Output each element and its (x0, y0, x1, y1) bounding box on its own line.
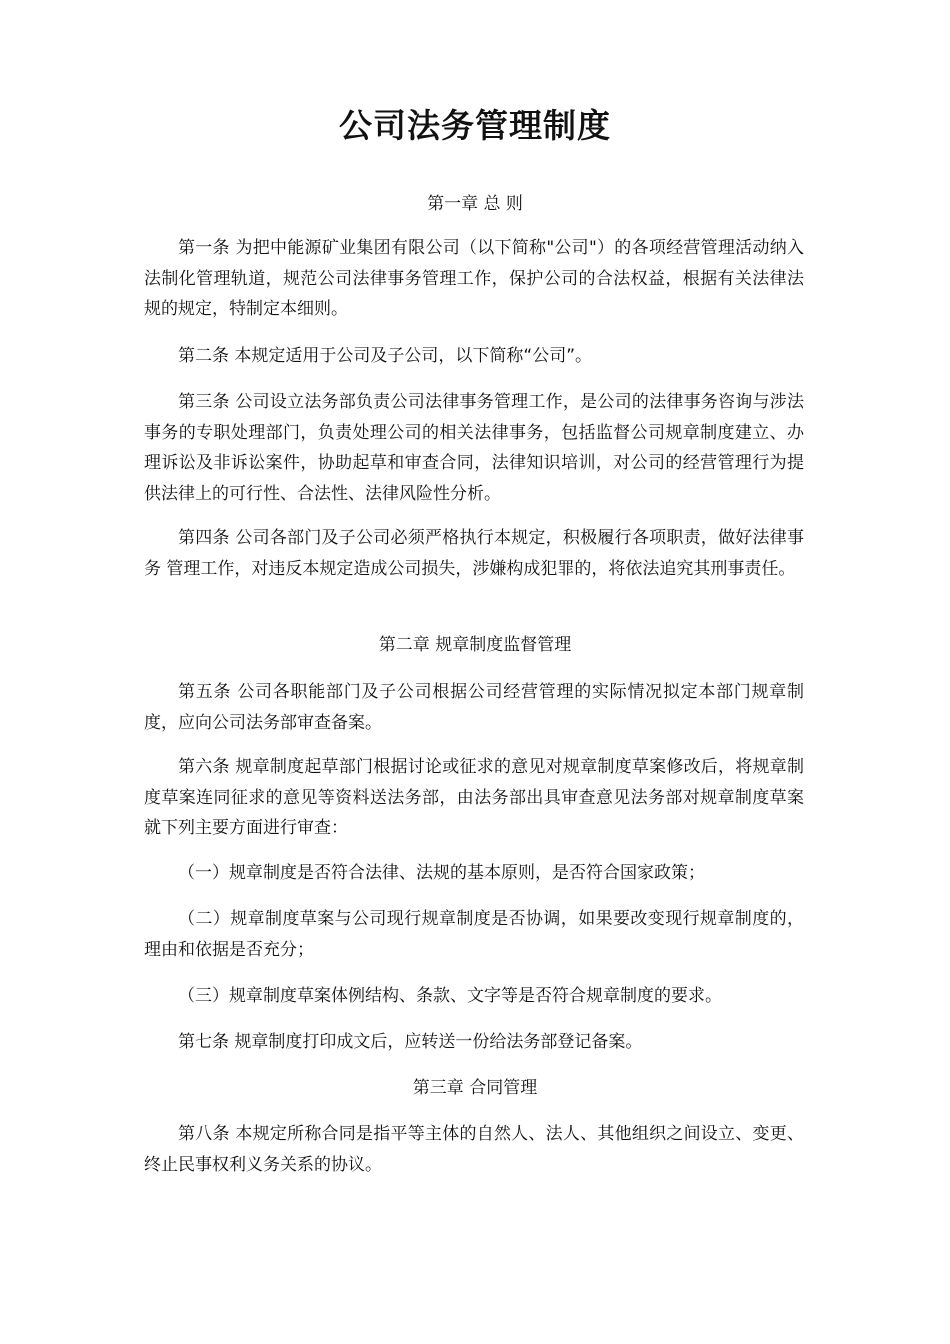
article-1: 第一条 为把中能源矿业集团有限公司（以下简称"公司"）的各项经营管理活动纳入法制化管理轨道，规范公司法律事务管理工作，保护公司的合法权益，根据有关法律法规的规定，特制定本细则。 (144, 238, 804, 319)
article-8: 第八条 本规定所称合同是指平等主体的自然人、法人、其他组织之间设立、变更、终止民事权利义务关系的协议。 (144, 1124, 804, 1175)
article-3: 第三条 公司设立法务部负责公司法律事务管理工作，是公司的法律事务咨询与涉法事务的专职处理部门，负责处理公司的相关法律事务，包括监督公司规章制度建立、办理诉讼及非诉讼案件，协助起草和审查合同，法律知识培训，对公司的经营管理行为提供法律上的可行性、合法性、法律风险性分析。 (144, 392, 804, 504)
chapter-heading-3: 第三章 合同管理 (412, 1078, 538, 1098)
article-7: 第七条 规章制度打印成文后，应转送一份给法务部登记备案。 (178, 1032, 643, 1052)
article-6-item-1: （一）规章制度是否符合法律、法规的基本原则，是否符合国家政策； (178, 863, 705, 883)
article-6: 第六条 规章制度起草部门根据讨论或征求的意见对规章制度草案修改后，将规章制度草案连同征求的意见等资料送法务部，由法务部出具审查意见法务部对规章制度草案就下列主要方面进行审查： (144, 757, 804, 838)
article-6-item-3: （三）规章制度草案体例结构、条款、文字等是否符合规章制度的要求。 (178, 986, 722, 1006)
article-4: 第四条 公司各部门及子公司必须严格执行本规定，积极履行各项职责，做好法律事务 管理工作，对违反本规定造成公司损失，涉嫌构成犯罪的，将依法追究其刑事责任。 (144, 528, 804, 579)
chapter-heading-2: 第二章 规章制度监督管理 (378, 635, 572, 655)
chapter-heading-1: 第一章 总 则 (427, 194, 523, 214)
document-title: 公司法务管理制度 (339, 106, 611, 145)
article-2: 第二条 本规定适用于公司及子公司，以下简称“公司”。 (178, 346, 593, 366)
article-5: 第五条 公司各职能部门及子公司根据公司经营管理的实际情况拟定本部门规章制度，应向公司法务部审查备案。 (144, 682, 804, 733)
article-6-item-2: （二）规章制度草案与公司现行规章制度是否协调，如果要改变现行规章制度的，理由和依据是否充分； (144, 909, 804, 960)
